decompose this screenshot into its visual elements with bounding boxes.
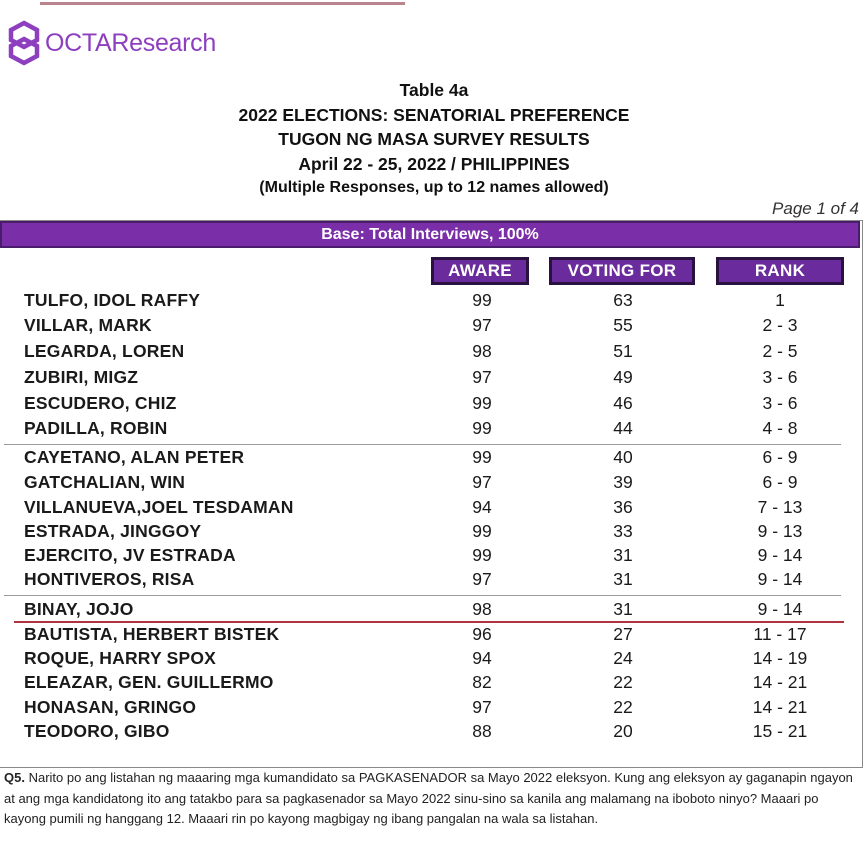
voting-for-value: 22 (613, 672, 633, 692)
candidate-name: TEODORO, GIBO (24, 721, 170, 741)
voting-for-value: 31 (613, 545, 633, 565)
winning-cutoff-line (14, 621, 844, 623)
voting-for-value: 46 (613, 393, 633, 413)
candidate-name: TULFO, IDOL RAFFY (24, 290, 201, 310)
rank-value: 1 (775, 290, 785, 310)
column-header-voting-for: VOTING FOR (549, 257, 695, 285)
candidate-name: ELEAZAR, GEN. GUILLERMO (24, 672, 274, 692)
aware-value: 99 (472, 290, 492, 310)
table-row (0, 545, 860, 569)
base-label-bar: Base: Total Interviews, 100% (0, 221, 860, 248)
question-footnote (4, 768, 860, 830)
aware-value: 99 (472, 521, 492, 541)
aware-value: 99 (472, 418, 492, 438)
rank-value: 6 - 9 (762, 447, 798, 467)
table-row (0, 569, 860, 593)
rank-value: 9 - 13 (757, 521, 803, 541)
voting-for-value: 39 (613, 472, 633, 492)
candidate-name: VILLAR, MARK (24, 315, 152, 335)
voting-for-value: 31 (613, 599, 633, 619)
candidate-name: ESTRADA, JINGGOY (24, 521, 202, 541)
candidate-name: GATCHALIAN, WIN (24, 472, 186, 492)
table-row (0, 721, 860, 745)
table-row (0, 290, 860, 314)
table-row (0, 624, 860, 648)
column-header-aware: AWARE (431, 257, 529, 285)
table-row (0, 697, 860, 721)
voting-for-value: 44 (613, 418, 633, 438)
rank-value: 3 - 6 (762, 393, 798, 413)
rank-value: 14 - 21 (752, 697, 808, 717)
voting-for-value: 31 (613, 569, 633, 589)
aware-value: 94 (472, 648, 492, 668)
aware-value: 97 (472, 367, 492, 387)
aware-value: 96 (472, 624, 492, 644)
voting-for-value: 33 (613, 521, 633, 541)
voting-for-value: 22 (613, 697, 633, 717)
table-row (0, 599, 860, 623)
table-number: Table 4a (399, 80, 469, 100)
aware-value: 97 (472, 315, 492, 335)
table-row (0, 648, 860, 672)
rank-value: 9 - 14 (757, 569, 803, 589)
rank-value: 2 - 5 (762, 341, 798, 361)
candidate-name: BINAY, JOJO (24, 599, 134, 619)
rank-value: 4 - 8 (762, 418, 798, 438)
rank-value: 11 - 17 (753, 624, 807, 644)
voting-for-value: 20 (613, 721, 633, 741)
voting-for-value: 36 (613, 497, 633, 517)
aware-value: 99 (472, 447, 492, 467)
table-row (0, 447, 860, 471)
group-separator (4, 595, 841, 596)
rank-value: 3 - 6 (762, 367, 798, 387)
page-indicator: Page 1 of 4 (772, 199, 859, 218)
candidate-name: PADILLA, ROBIN (24, 418, 168, 438)
voting-for-value: 51 (613, 341, 633, 361)
question-text: Narito po ang listahan ng maaaring mga kumandidato sa PAGKASENADOR sa Mayo 2022 eleksyon. Kung ang eleksyon ay gaganapin ngayon at ang mga kandidatong ito ang tatakbo para sa pagkasenador sa Mayo 2022 sinu-sino sa kanila ang malamang na iboboto ninyo? Maaari po kayong pumili ng hanggang 12. Maaari rin po kayong magbigay ng ibang pangalan na wala sa listahan. (4, 770, 853, 826)
table-row (0, 315, 860, 339)
survey-dates: April 22 - 25, 2022 / PHILIPPINES (298, 153, 570, 174)
candidate-name: CAYETANO, ALAN PETER (24, 447, 245, 467)
table-title: 2022 ELECTIONS: SENATORIAL PREFERENCE (238, 104, 630, 125)
table-row (0, 672, 860, 696)
responses-note: (Multiple Responses, up to 12 names allowed) (259, 179, 609, 196)
voting-for-value: 63 (613, 290, 633, 310)
table-header (0, 78, 868, 201)
aware-value: 98 (472, 599, 492, 619)
voting-for-value: 49 (613, 367, 633, 387)
aware-value: 97 (472, 472, 492, 492)
aware-value: 97 (472, 569, 492, 589)
aware-value: 82 (472, 672, 492, 692)
aware-value: 97 (472, 697, 492, 717)
candidate-name: ESCUDERO, CHIZ (24, 393, 177, 413)
table-row (0, 393, 860, 417)
question-label: Q5. (4, 770, 25, 785)
candidate-name: ROQUE, HARRY SPOX (24, 648, 217, 668)
candidate-name: BAUTISTA, HERBERT BISTEK (24, 624, 280, 644)
table-subtitle: TUGON NG MASA SURVEY RESULTS (278, 129, 590, 149)
aware-value: 88 (472, 721, 492, 741)
table-row (0, 497, 860, 521)
rank-value: 15 - 21 (752, 721, 808, 741)
candidate-name: ZUBIRI, MIGZ (24, 367, 139, 387)
table-row (0, 367, 860, 391)
candidate-name: HONASAN, GRINGO (24, 697, 197, 717)
rank-value: 9 - 14 (757, 545, 803, 565)
candidate-name: EJERCITO, JV ESTRADA (24, 545, 236, 565)
candidate-name: HONTIVEROS, RISA (24, 569, 195, 589)
table-row (0, 418, 860, 442)
brand-name: OCTAResearch (45, 28, 216, 57)
top-rule (40, 2, 405, 5)
rank-value: 2 - 3 (762, 315, 798, 335)
table-row (0, 521, 860, 545)
rank-value: 7 - 13 (757, 497, 803, 517)
table-row (0, 472, 860, 496)
aware-value: 98 (472, 341, 492, 361)
candidate-name: VILLANUEVA,JOEL TESDAMAN (24, 497, 294, 517)
rank-value: 6 - 9 (762, 472, 798, 492)
aware-value: 99 (472, 393, 492, 413)
rank-value: 14 - 21 (752, 672, 808, 692)
rank-value: 14 - 19 (752, 648, 808, 668)
voting-for-value: 40 (613, 447, 633, 467)
aware-value: 99 (472, 545, 492, 565)
brand-logo (4, 17, 216, 69)
column-header-rank: RANK (716, 257, 844, 285)
voting-for-value: 27 (613, 624, 633, 644)
aware-value: 94 (472, 497, 492, 517)
voting-for-value: 55 (613, 315, 633, 335)
rank-value: 9 - 14 (757, 599, 803, 619)
group-separator (4, 444, 841, 445)
candidate-name: LEGARDA, LOREN (24, 341, 185, 361)
octa-s-logo-icon (4, 20, 44, 66)
table-row (0, 341, 860, 365)
voting-for-value: 24 (613, 648, 633, 668)
